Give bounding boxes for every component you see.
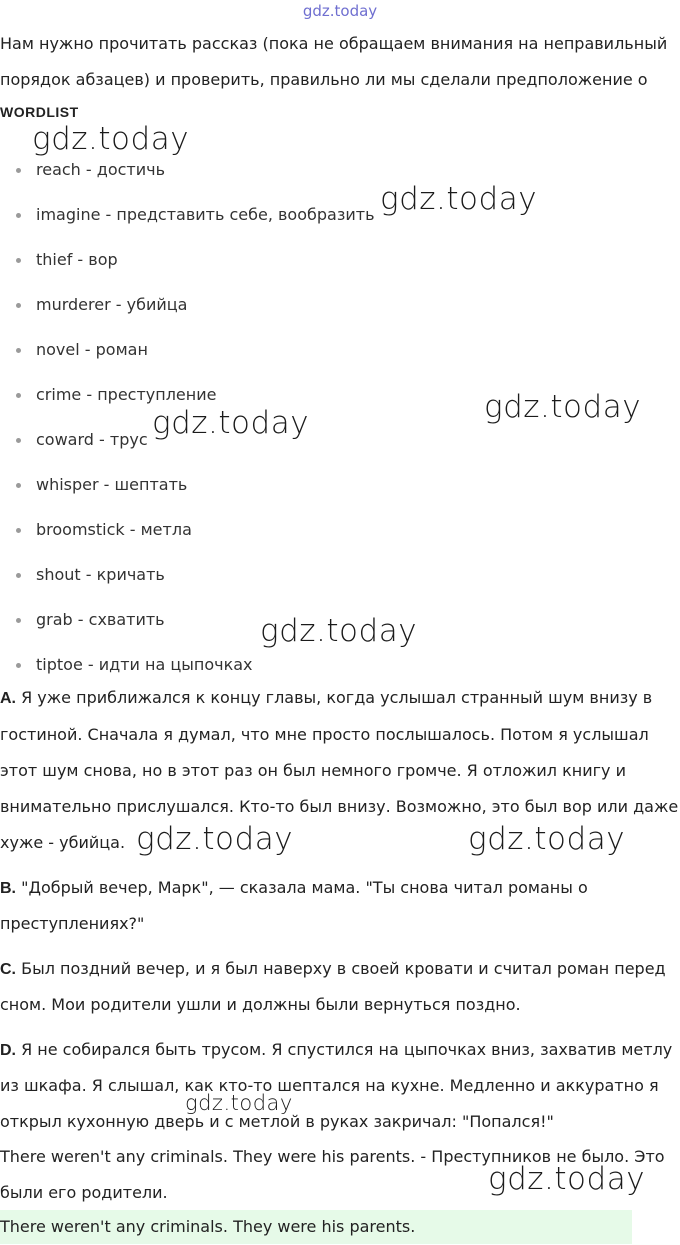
bullet-icon [16,213,21,218]
paragraph-b-line [0,878,588,898]
watermark: gdz.today [380,181,538,217]
intro-line-2: порядок абзацев) и проверить, правильно ли мы сделали предположение о [0,70,648,89]
paragraph-a-line [0,688,652,708]
word-entry: crime - преступление [36,385,217,404]
bullet-icon [16,483,21,488]
conclusion-line-2: были его родители. [0,1183,168,1202]
bullet-icon [16,618,21,623]
bullet-icon [16,438,21,443]
paragraph-a-line: гостиной. Сначала я думал, что мне просто послышалось. Потом я услышал [0,725,649,744]
word-entry: broomstick - метла [36,520,192,539]
bullet-icon [16,168,21,173]
word-entry: grab - схватить [36,610,165,629]
watermark: gdz.today [32,121,190,157]
word-entry: reach - достичь [36,160,166,179]
bullet-icon [16,303,21,308]
paragraph-text: Я не собирался быть трусом. Я спустился на цыпочках вниз, захватив метлу [16,1040,673,1059]
word-entry: imagine - представить себе, вообразить [36,205,375,224]
bullet-icon [16,258,21,263]
paragraph-d-line: открыл кухонную дверь и с метлой в руках закричал: "Попался!" [0,1112,554,1131]
paragraph-letter: C. [0,961,16,978]
bullet-icon [16,393,21,398]
wordlist-title: WORDLIST [0,104,79,120]
word-entry: coward - трус [36,430,148,449]
paragraph-a-line: этот шум снова, но в этот раз он был немного громче. Я отложил книгу и [0,761,626,780]
bullet-icon [16,663,21,668]
paragraph-letter: B. [0,880,16,897]
watermark: gdz.today [468,821,626,857]
bullet-icon [16,348,21,353]
intro-line-1: Нам нужно прочитать рассказ (пока не обращаем внимания на неправильный [0,34,668,53]
conclusion-line-1: There weren't any criminals. They were his parents. - Преступников не было. Это [0,1147,665,1166]
word-entry: shout - кричать [36,565,165,584]
watermark: gdz.today [152,405,310,441]
paragraph-letter: D. [0,1042,16,1059]
paragraph-text: Был поздний вечер, и я был наверху в своей кровати и считал роман перед [16,959,666,978]
answer-box [0,1210,632,1244]
paragraph-a-line: хуже - убийца. [0,833,126,852]
bullet-icon [16,528,21,533]
paragraph-letter: A. [0,690,16,707]
paragraph-a-line: внимательно прислушался. Кто-то был внизу. Возможно, это был вор или даже [0,797,679,816]
paragraph-text: "Добрый вечер, Марк", — сказала мама. "Ты снова читал романы о [16,878,588,897]
paragraph-d-line: из шкафа. Я слышал, как кто-то шептался на кухне. Медленно и аккуратно я [0,1076,659,1095]
paragraph-c-line: сном. Мои родители ушли и должны были вернуться поздно. [0,995,521,1014]
bullet-icon [16,573,21,578]
watermark: gdz.today [484,389,642,425]
watermark: gdz.today [488,1161,646,1197]
word-entry: tiptoe - идти на цыпочках [36,655,253,674]
word-entry: thief - вор [36,250,118,269]
watermark: gdz.today [185,1091,293,1115]
word-entry: whisper - шептать [36,475,188,494]
paragraph-d-line [0,1040,672,1060]
paragraph-text: Я уже приближался к концу главы, когда услышал странный шум внизу в [16,688,653,707]
word-entry: novel - роман [36,340,148,359]
watermark: gdz.today [260,613,418,649]
header-watermark: gdz.today [302,2,378,20]
paragraph-b-line: преступлениях?" [0,914,145,933]
answer-text: There weren't any criminals. They were his parents. [0,1217,416,1236]
word-entry: murderer - убийца [36,295,188,314]
watermark: gdz.today [136,821,294,857]
paragraph-c-line [0,959,666,979]
